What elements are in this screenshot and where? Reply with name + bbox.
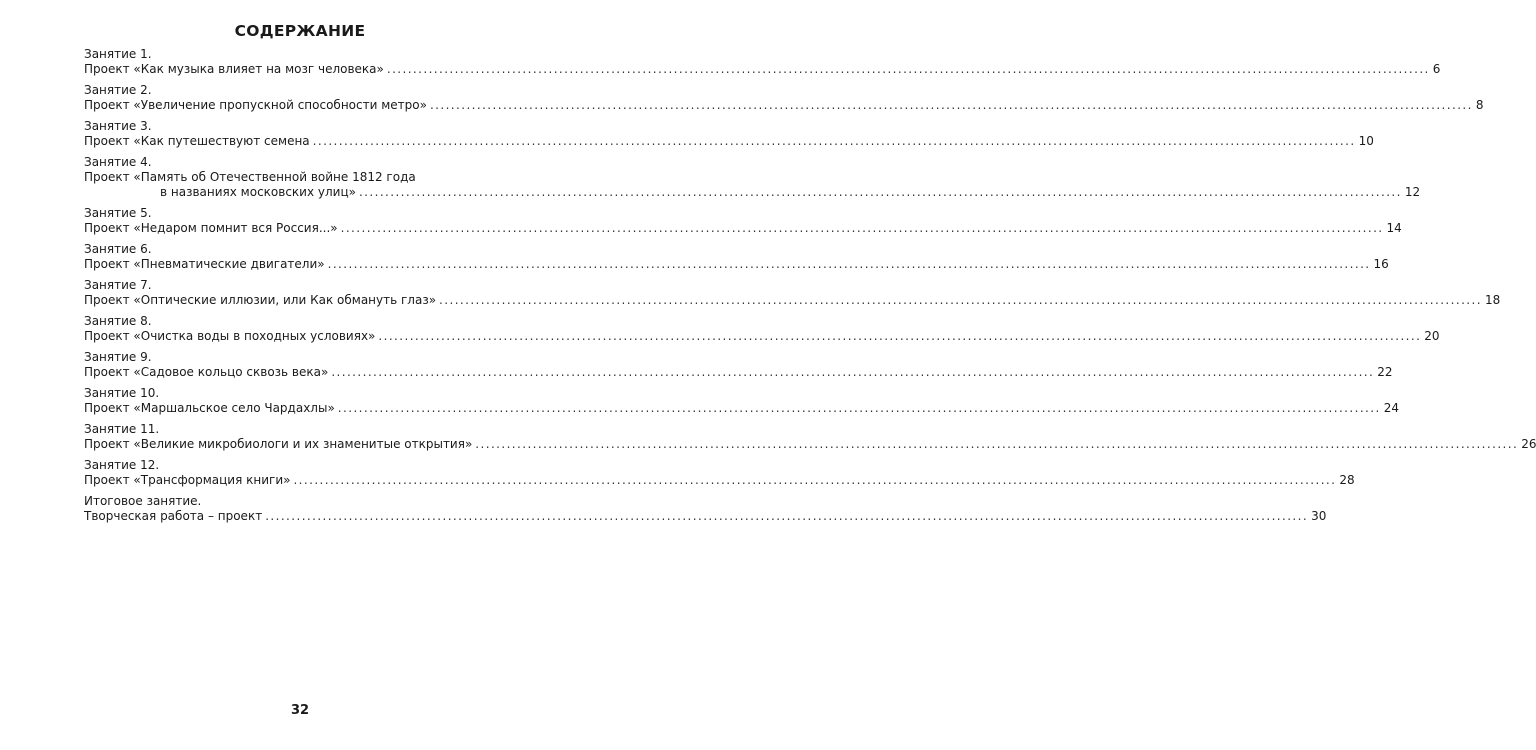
project-title: Проект «Великие микробиологи и их знаменитые открытия» bbox=[84, 437, 473, 451]
dot-leader: ........................................................................................................................................................................................................ bbox=[358, 185, 1402, 199]
lesson-label: Занятие 3. bbox=[84, 119, 152, 133]
toc-entry-2 bbox=[84, 83, 1484, 113]
lesson-label: Занятие 10. bbox=[84, 386, 160, 400]
toc-entry-5 bbox=[84, 206, 1402, 236]
page-ref: 18 bbox=[1484, 293, 1501, 307]
project-title-continued: в названиях московских улиц» bbox=[160, 185, 356, 199]
page-ref: 28 bbox=[1339, 473, 1355, 487]
lesson-label: Занятие 9. bbox=[84, 350, 152, 364]
dot-leader: ........................................................................................................................................................................................................ bbox=[327, 257, 1371, 271]
toc-row bbox=[84, 365, 1393, 380]
toc-row bbox=[84, 401, 1399, 416]
toc-row bbox=[84, 221, 1402, 236]
toc-entry-8 bbox=[84, 314, 1440, 344]
dot-leader: ........................................................................................................................................................................................................ bbox=[439, 293, 1482, 307]
project-title: Проект «Оптические иллюзии, или Как обмануть глаз» bbox=[84, 293, 437, 307]
project-title: Проект «Маршальское село Чардахлы» bbox=[84, 401, 335, 415]
dot-leader: ........................................................................................................................................................................................................ bbox=[429, 98, 1473, 112]
dot-leader: ........................................................................................................................................................................................................ bbox=[265, 509, 1309, 523]
toc-entry-3 bbox=[84, 119, 1374, 149]
lesson-label: Занятие 4. bbox=[84, 155, 152, 169]
page-ref: 26 bbox=[1521, 437, 1536, 451]
toc-row bbox=[84, 134, 1374, 149]
toc-entry-9 bbox=[84, 350, 1393, 380]
page-ref: 6 bbox=[1432, 62, 1441, 76]
dot-leader: ........................................................................................................................................................................................................ bbox=[331, 365, 1375, 379]
project-title: Проект «Память об Отечественной войне 1812 года bbox=[84, 170, 416, 184]
dot-leader: ........................................................................................................................................................................................................ bbox=[337, 401, 1381, 415]
toc-entry-final bbox=[84, 494, 1327, 524]
lesson-label: Занятие 6. bbox=[84, 242, 152, 256]
toc-row bbox=[84, 257, 1389, 272]
page-number: 32 bbox=[290, 703, 310, 718]
dot-leader: ........................................................................................................................................................................................................ bbox=[340, 221, 1384, 235]
toc-entry-11 bbox=[84, 422, 1536, 452]
lesson-label: Занятие 8. bbox=[84, 314, 152, 328]
dot-leader: ........................................................................................................................................................................................................ bbox=[378, 329, 1422, 343]
page-ref: 20 bbox=[1424, 329, 1440, 343]
lesson-label: Занятие 1. bbox=[84, 47, 152, 61]
page-ref: 10 bbox=[1358, 134, 1374, 148]
toc-row bbox=[84, 293, 1501, 308]
project-title: Проект «Недаром помнит вся Россия...» bbox=[84, 221, 338, 235]
lesson-label: Занятие 11. bbox=[84, 422, 160, 436]
project-title: Проект «Как музыка влияет на мозг человека» bbox=[84, 62, 384, 76]
page-ref: 14 bbox=[1386, 221, 1402, 235]
dot-leader: ........................................................................................................................................................................................................ bbox=[386, 62, 1430, 76]
project-title: Проект «Очистка воды в походных условиях» bbox=[84, 329, 376, 343]
dot-leader: ........................................................................................................................................................................................................ bbox=[312, 134, 1356, 148]
page-ref: 12 bbox=[1404, 185, 1421, 199]
toc-row bbox=[84, 329, 1440, 344]
lesson-label: Итоговое занятие. bbox=[84, 494, 202, 508]
toc-row bbox=[84, 98, 1484, 113]
lesson-label: Занятие 2. bbox=[84, 83, 152, 97]
toc-row bbox=[84, 437, 1536, 452]
project-title: Проект «Как путешествуют семена bbox=[84, 134, 310, 148]
dot-leader: ........................................................................................................................................................................................................ bbox=[475, 437, 1519, 451]
toc-entry-7 bbox=[84, 278, 1501, 308]
lesson-label: Занятие 5. bbox=[84, 206, 152, 220]
toc-entry-4 bbox=[84, 155, 1421, 200]
project-title: Проект «Увеличение пропускной способности метро» bbox=[84, 98, 427, 112]
page-ref: 8 bbox=[1475, 98, 1484, 112]
project-title: Проект «Садовое кольцо сквозь века» bbox=[84, 365, 329, 379]
toc-row bbox=[84, 62, 1441, 77]
page-ref: 24 bbox=[1383, 401, 1399, 415]
page-ref: 16 bbox=[1373, 257, 1389, 271]
toc-entry-12 bbox=[84, 458, 1355, 488]
toc-entry-6 bbox=[84, 242, 1389, 272]
toc-entry-10 bbox=[84, 386, 1399, 416]
project-title: Проект «Трансформация книги» bbox=[84, 473, 291, 487]
lesson-label: Занятие 7. bbox=[84, 278, 152, 292]
table-of-contents bbox=[84, 47, 1536, 530]
page-ref: 30 bbox=[1311, 509, 1327, 523]
project-title: Проект «Пневматические двигатели» bbox=[84, 257, 325, 271]
page-ref: 22 bbox=[1377, 365, 1393, 379]
toc-entry-1 bbox=[84, 47, 1441, 77]
lesson-label: Занятие 12. bbox=[84, 458, 160, 472]
toc-row bbox=[84, 185, 1421, 200]
page-title: СОДЕРЖАНИЕ bbox=[234, 22, 366, 40]
dot-leader: ........................................................................................................................................................................................................ bbox=[293, 473, 1337, 487]
toc-row bbox=[84, 473, 1355, 488]
toc-row bbox=[84, 509, 1327, 524]
project-title: Творческая работа – проект bbox=[84, 509, 263, 523]
